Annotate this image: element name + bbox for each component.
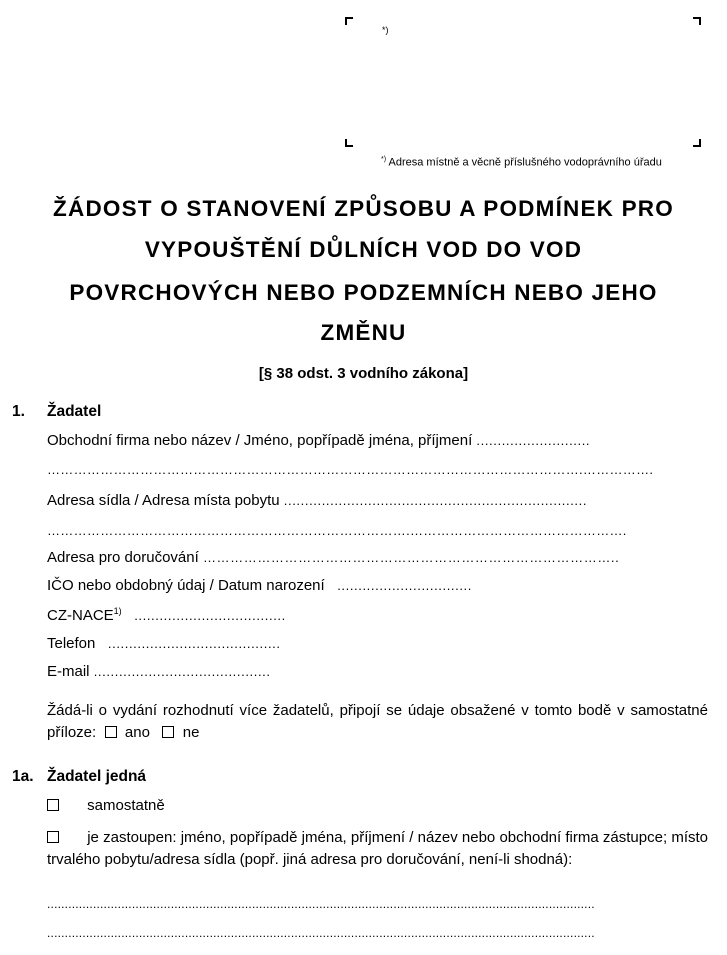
ico-field[interactable]: [47, 577, 472, 594]
ne-label: ne: [182, 724, 200, 741]
footnote-mark: *): [381, 156, 387, 163]
firma-field[interactable]: [47, 432, 590, 449]
email-field[interactable]: [47, 663, 271, 680]
title-line-1: ŽÁDOST O STANOVENÍ ZPŮSOBU A PODMÍNEK PRO: [53, 196, 674, 221]
adresa-dots: ........................................................................: [283, 493, 588, 508]
telefon-field[interactable]: [47, 635, 281, 652]
address-corner-bottom-left: [345, 139, 353, 147]
adresa-label: Adresa sídla / Adresa místa pobytu: [47, 492, 280, 509]
nace-field[interactable]: [47, 606, 286, 624]
doruceni-dots: ………………………………………………………………………………..: [202, 550, 620, 565]
zastoupen-option[interactable]: [47, 827, 708, 871]
footnote-text: Adresa místně a věcně příslušného vodoprávního úřadu: [388, 156, 662, 169]
title-line-3: POVRCHOVÝCH NEBO PODZEMNÍCH NEBO JEHO: [69, 280, 658, 305]
ico-dots: ................................: [337, 578, 472, 593]
section-1-title: Žadatel: [47, 403, 102, 420]
adresa-field[interactable]: [47, 492, 587, 509]
telefon-dots: .........................................: [107, 636, 281, 651]
firma-label: Obchodní firma nebo název / Jméno, popřípadě jména, příjmení: [47, 432, 473, 449]
doruceni-field[interactable]: [47, 549, 619, 566]
address-footnote: [381, 156, 662, 169]
email-dots: ..........................................: [93, 664, 271, 679]
ico-label: IČO nebo obdobný údaj / Datum narození: [47, 577, 325, 594]
ne-checkbox[interactable]: [162, 726, 174, 738]
nace-footnote-mark: 1): [113, 606, 122, 616]
section-1-number: 1.: [12, 403, 25, 420]
firma-row-2[interactable]: ………………………………………………………………………………………………………….…………….: [47, 462, 654, 477]
title-subtitle: [§ 38 odst. 3 vodního zákona]: [258, 365, 469, 382]
firma-dots: ...........................: [476, 433, 591, 448]
zastupce-dots-row-2[interactable]: ...........................................................................................................................................................: [47, 926, 595, 940]
ano-label: ano: [124, 724, 150, 741]
zastoupen-checkbox[interactable]: [47, 831, 59, 843]
zastupce-dots-row-1[interactable]: ...........................................................................................................................................................: [47, 897, 595, 911]
address-star-mark: *): [382, 25, 389, 35]
doruceni-label: Adresa pro doručování: [47, 549, 199, 566]
address-corner-top-left: [345, 17, 353, 25]
nace-label: CZ-NACE: [47, 607, 114, 624]
section-1a-title: Žadatel jedná: [47, 768, 147, 785]
vice-zadatelu-paragraph: [47, 700, 708, 744]
email-label: E-mail: [47, 663, 90, 680]
address-corner-top-right: [693, 17, 701, 25]
title-line-2: VYPOUŠTĚNÍ DŮLNÍCH VOD DO VOD: [144, 237, 583, 262]
samostatne-checkbox[interactable]: [47, 799, 59, 811]
ano-checkbox[interactable]: [105, 726, 117, 738]
section-1a-number: 1a.: [12, 768, 34, 785]
vice-zadatelu-text: Žádá-li o vydání rozhodnutí více žadatelů, připojí se údaje obsažené v tomto bodě v samostatné příloze:: [47, 702, 708, 741]
address-corner-bottom-right: [693, 139, 701, 147]
samostatne-label: samostatně: [87, 797, 165, 814]
zastoupen-label: je zastoupen: jméno, popřípadě jména, příjmení / název nebo obchodní firma zástupce; místo trvalého pobytu/adresa sídla (popř. jiná adresa pro doručování, není-li shodná):: [47, 829, 709, 868]
nace-dots: ....................................: [134, 608, 286, 623]
title-line-4: ZMĚNU: [320, 320, 407, 345]
adresa-row-2[interactable]: ……………………………………………………………………….………………………………………….: [47, 523, 627, 538]
samostatne-option[interactable]: [47, 797, 165, 814]
telefon-label: Telefon: [47, 635, 96, 652]
